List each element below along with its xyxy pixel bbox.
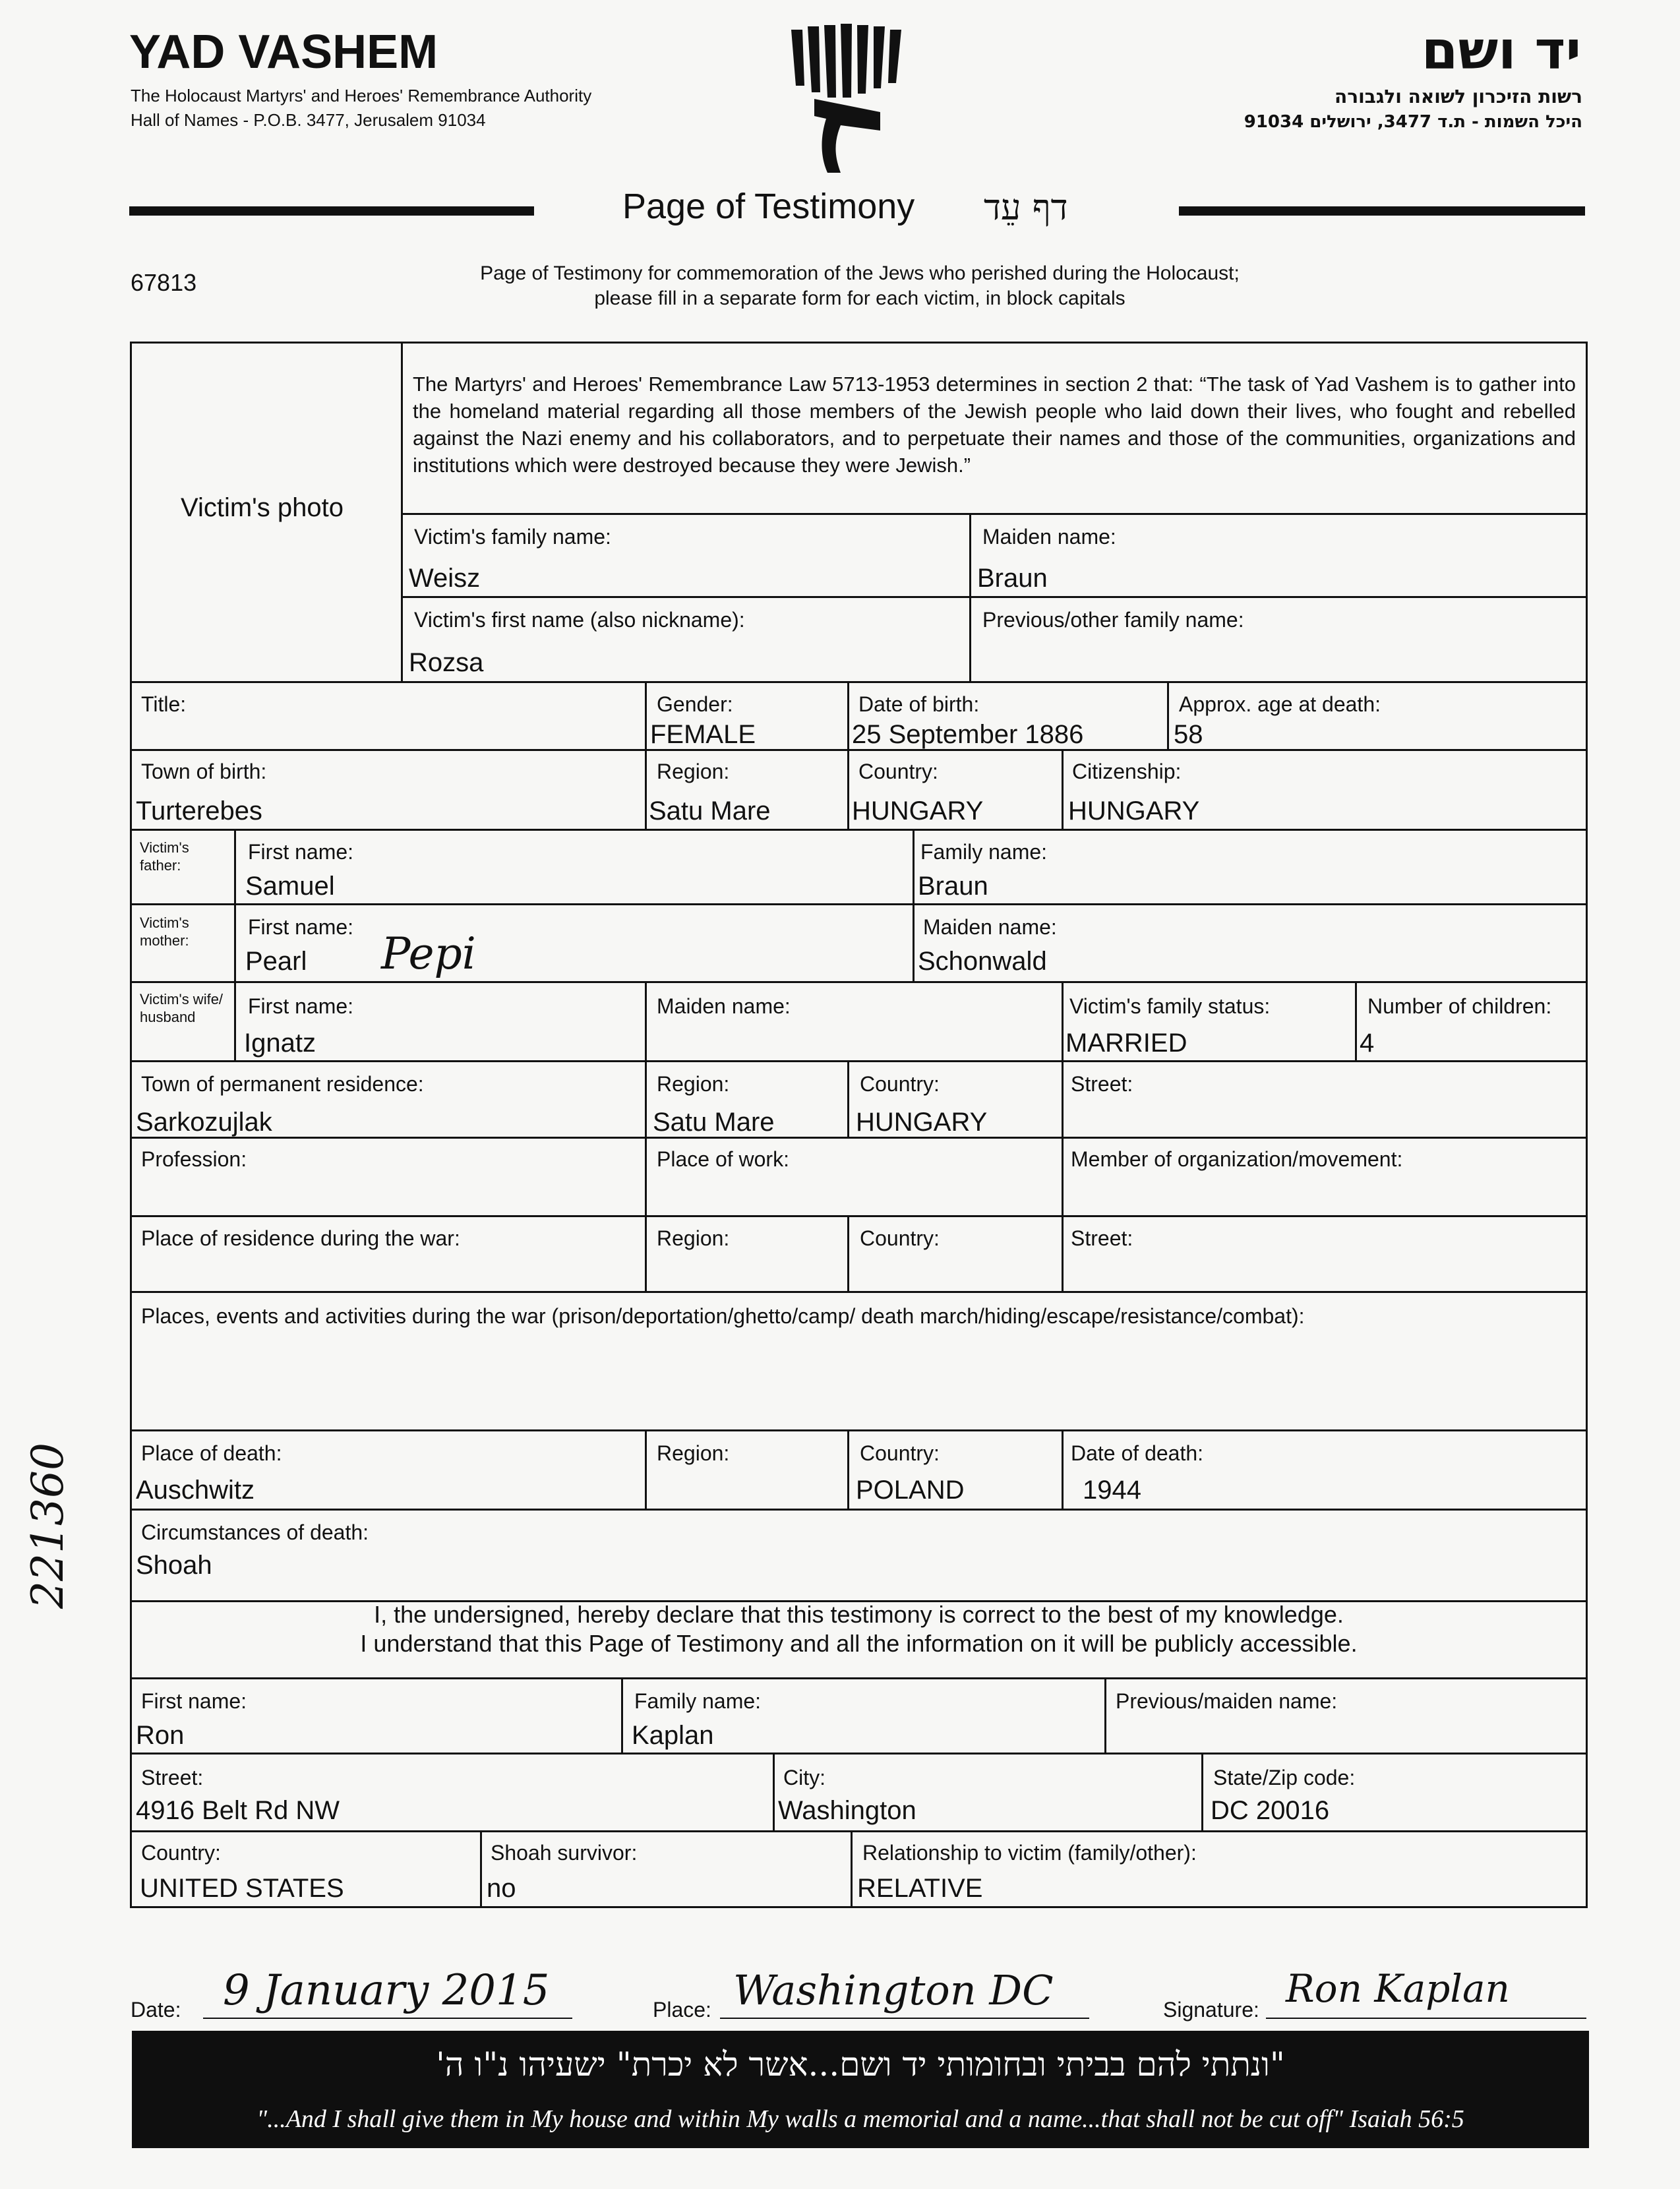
submitter-prev-label: Previous/maiden name:	[1116, 1689, 1338, 1713]
declaration-line-2: I understand that this Page of Testimony and all the information on it will be publicly accessible.	[360, 1630, 1358, 1657]
spouse-first-label: First name:	[248, 994, 354, 1018]
death-region-label: Region:	[657, 1441, 730, 1465]
death-country-value[interactable]: POLAND	[856, 1476, 965, 1505]
mother-first-label: First name:	[248, 915, 354, 939]
war-street-label: Street:	[1071, 1226, 1133, 1250]
signoff-date-label: Date:	[131, 1998, 181, 2022]
death-date-label: Date of death:	[1071, 1441, 1204, 1465]
submitter-city-value[interactable]: Washington	[778, 1796, 916, 1825]
org-address: Hall of Names - P.O.B. 3477, Jerusalem 91034	[131, 110, 486, 130]
death-circumstances-label: Circumstances of death:	[141, 1520, 369, 1544]
dob-label: Date of birth:	[858, 692, 980, 716]
gender-label: Gender:	[657, 692, 733, 716]
death-place-label: Place of death:	[141, 1441, 282, 1465]
father-family-value[interactable]: Braun	[918, 872, 988, 901]
submitter-street-label: Street:	[141, 1766, 204, 1789]
submitter-street-value[interactable]: 4916 Belt Rd NW	[136, 1796, 340, 1825]
form-title: Page of Testimony	[622, 187, 915, 226]
signature-line	[1266, 2018, 1586, 2019]
children-value[interactable]: 4	[1360, 1029, 1375, 1058]
signoff-place-label: Place:	[653, 1998, 711, 2022]
member-organization-label: Member of organization/movement:	[1071, 1147, 1403, 1171]
submitter-family-label: Family name:	[634, 1689, 762, 1713]
maiden-name-value[interactable]: Braun	[977, 564, 1048, 593]
mother-nickname-handwritten: Pepi	[381, 928, 476, 979]
death-place-value[interactable]: Auschwitz	[136, 1476, 255, 1505]
residence-town-label: Town of permanent residence:	[141, 1072, 424, 1096]
signoff-date-line	[203, 2018, 572, 2019]
family-name-label: Victim's family name:	[414, 525, 611, 549]
submitter-country-value[interactable]: UNITED STATES	[140, 1874, 344, 1903]
children-label: Number of children:	[1367, 994, 1552, 1018]
signoff-place-line	[720, 2018, 1089, 2019]
father-first-label: First name:	[248, 840, 354, 864]
residence-country-label: Country:	[860, 1072, 940, 1096]
title-label: Title:	[141, 692, 187, 716]
death-circumstances-value[interactable]: Shoah	[136, 1551, 212, 1580]
family-status-value[interactable]: MARRIED	[1065, 1029, 1187, 1058]
footer-english-quote: "...And I shall give them in My house and within My walls a memorial and a name...that shall not be cut off" Isaiah 56:5	[256, 2105, 1464, 2133]
form-title-hebrew: דף עֵד	[984, 187, 1068, 228]
declaration-line-1: I, the undersigned, hereby declare that this testimony is correct to the best of my knowledge.	[374, 1601, 1344, 1628]
intro-line-1: Page of Testimony for commemoration of the Jews who perished during the Holocaust;	[480, 262, 1240, 284]
dob-value[interactable]: 25 September 1886	[852, 720, 1084, 749]
war-country-label: Country:	[860, 1226, 940, 1250]
residence-region-value[interactable]: Satu Mare	[653, 1108, 775, 1137]
org-subtitle: The Holocaust Martyrs' and Heroes' Remembrance Authority	[131, 86, 592, 105]
submitter-city-label: City:	[783, 1766, 825, 1789]
spouse-maiden-label: Maiden name:	[657, 994, 791, 1018]
father-family-label: Family name:	[920, 840, 1048, 864]
residence-region-label: Region:	[657, 1072, 730, 1096]
age-label: Approx. age at death:	[1179, 692, 1381, 716]
signature-value[interactable]: Ron Kaplan	[1286, 1966, 1510, 2011]
mother-first-value[interactable]: Pearl	[245, 947, 307, 976]
org-name-hebrew: יד ושם	[1421, 20, 1581, 81]
country-birth-label: Country:	[858, 760, 938, 783]
residence-country-value[interactable]: HUNGARY	[856, 1108, 988, 1137]
footer-banner	[132, 2031, 1589, 2148]
submitter-family-value[interactable]: Kaplan	[632, 1721, 714, 1750]
family-status-label: Victim's family status:	[1069, 994, 1271, 1018]
residence-street-label: Street:	[1071, 1072, 1133, 1096]
signoff-place-value[interactable]: Washington DC	[733, 1966, 1054, 2014]
menorah-logo	[788, 20, 903, 178]
intro-line-2: please fill in a separate form for each victim, in block capitals	[594, 287, 1125, 309]
town-birth-label: Town of birth:	[141, 760, 267, 783]
margin-handwritten-number: 221360	[22, 1443, 73, 1609]
first-name-label: Victim's first name (also nickname):	[414, 608, 745, 632]
shoah-survivor-label: Shoah survivor:	[491, 1841, 638, 1865]
law-text: The Martyrs' and Heroes' Remembrance Law 5713-1953 determines in section 2 that: “The task of Yad Vashem is to gather into the homeland material regarding all those members of the Jewish people who laid down their lives, who fought and rebelled against the Nazi enemy and his collaborators, and to perpetuate their names and those of the communities, organizations and institutions which were destroyed because they were Jewish.”	[413, 373, 1576, 477]
spouse-side-label: Victim's wife/ husband	[140, 991, 224, 1025]
org-name: YAD VASHEM	[129, 26, 438, 78]
residence-town-value[interactable]: Sarkozujlak	[136, 1108, 272, 1137]
spouse-first-value[interactable]: Ignatz	[244, 1029, 316, 1058]
town-birth-value[interactable]: Turterebes	[136, 796, 262, 825]
death-country-label: Country:	[860, 1441, 940, 1465]
family-name-value[interactable]: Weisz	[409, 564, 481, 593]
mother-side-label: Victim's mother:	[140, 915, 189, 949]
citizenship-value[interactable]: HUNGARY	[1068, 796, 1200, 825]
first-name-value[interactable]: Rozsa	[409, 648, 484, 677]
war-events-label: Places, events and activities during the war (prison/deportation/ghetto/camp/ death march/hiding/escape/resistance/combat):	[141, 1304, 1305, 1328]
gender-value[interactable]: FEMALE	[650, 720, 756, 749]
org-address-hebrew: היכל השמות - ת.ד 3477, ירושלים 91034	[1244, 112, 1582, 132]
father-side-label: Victim's father:	[140, 839, 189, 874]
submitter-first-label: First name:	[141, 1689, 247, 1713]
title-rule-left	[129, 206, 534, 216]
father-first-value[interactable]: Samuel	[245, 872, 335, 901]
mother-maiden-value[interactable]: Schonwald	[918, 947, 1047, 976]
war-region-label: Region:	[657, 1226, 730, 1250]
submitter-country-label: Country:	[141, 1841, 221, 1865]
form-number: 67813	[131, 269, 197, 296]
submitter-state-value[interactable]: DC 20016	[1211, 1796, 1330, 1825]
death-date-value[interactable]: 1944	[1083, 1476, 1141, 1505]
previous-name-label: Previous/other family name:	[982, 608, 1244, 632]
citizenship-label: Citizenship:	[1072, 760, 1182, 783]
country-birth-value[interactable]: HUNGARY	[852, 796, 984, 825]
signature-label: Signature:	[1163, 1998, 1259, 2022]
title-rule-right	[1179, 206, 1585, 216]
region-birth-label: Region:	[657, 760, 730, 783]
footer-hebrew-quote: "ונתתי להם בביתי ובחומותי יד ושם...אשר לא יכרת" ישעיהו נ"ו ה'	[436, 2045, 1285, 2084]
submitter-first-value[interactable]: Ron	[136, 1721, 185, 1750]
photo-label: Victim's photo	[181, 493, 344, 522]
shoah-survivor-value[interactable]: no	[487, 1874, 516, 1903]
relationship-value[interactable]: RELATIVE	[857, 1874, 983, 1903]
submitter-state-label: State/Zip code:	[1213, 1766, 1356, 1789]
org-subtitle-hebrew: רשות הזיכרון לשואה ולגבורה	[1335, 86, 1582, 107]
mother-maiden-label: Maiden name:	[923, 915, 1057, 939]
place-of-work-label: Place of work:	[657, 1147, 789, 1171]
war-residence-label: Place of residence during the war:	[141, 1226, 460, 1250]
profession-label: Profession:	[141, 1147, 247, 1171]
maiden-name-label: Maiden name:	[982, 525, 1116, 549]
region-birth-value[interactable]: Satu Mare	[649, 796, 771, 825]
signoff-date-value[interactable]: 9 January 2015	[223, 1966, 550, 2015]
age-value[interactable]: 58	[1174, 720, 1203, 749]
relationship-label: Relationship to victim (family/other):	[862, 1841, 1197, 1865]
